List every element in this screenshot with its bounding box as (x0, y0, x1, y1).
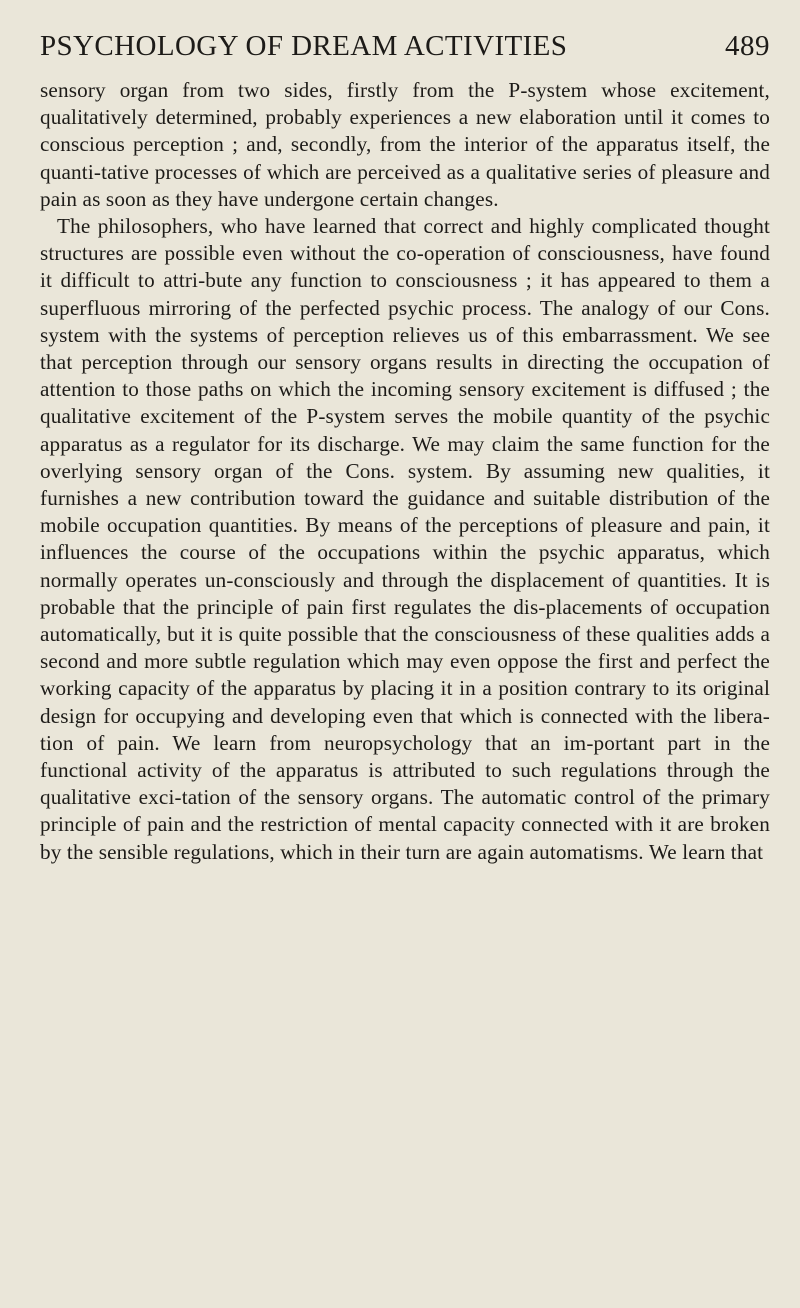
chapter-title: PSYCHOLOGY OF DREAM ACTIVITIES (40, 30, 568, 62)
paragraph: sensory organ from two sides, firstly from the P-system whose excitement, qualitatively determined, probably experiences a new elaboration until it comes to conscious perception ; and, secondly, from the interior of the apparatus itself, the quanti-tative processes of which are perceived as a qualitative series of pleasure and pain as soon as they have undergone certain changes. (40, 78, 770, 211)
paragraph: The philosophers, who have learned that correct and highly complicated thought structures are possible even without the co-operation of consciousness, have found it difficult to attri-bute any function to consciousness ; it has appeared to them a superfluous mirroring of the perfected psychic process. The analogy of our Cons. system with the systems of perception relieves us of this embarrassment. We see that perception through our sensory organs results in directing the occupation of attention to those paths on which the incoming sensory excitement is diffused ; the qualitative excitement of the P-system serves the mobile quantity of the psychic apparatus as a regulator for its discharge. We may claim the same function for the overlying sensory organ of the Cons. system. By assuming new qualities, it furnishes a new contribution toward the guidance and suitable distribution of the mobile occupation quantities. By means of the perceptions of pleasure and pain, it influences the course of the occupations within the psychic apparatus, which normally operates un-consciously and through the displacement of quantities. It is probable that the principle of pain first regulates the dis-placements of occupation automatically, but it is quite possible that the consciousness of these qualities adds a second and more subtle regulation which may even oppose the first and perfect the working capacity of the apparatus by placing it in a position contrary to its original design for occupying and developing even that which is connected with the libera-tion of pain. We learn from neuropsychology that an im-portant part in the functional activity of the apparatus is attributed to such regulations through the qualitative exci-tation of the sensory organs. The automatic control of the primary principle of pain and the restriction of mental capacity connected with it are broken by the sensible regulations, which in their turn are again automatisms. We learn that (40, 214, 770, 864)
body-text (40, 77, 770, 866)
page-number: 489 (725, 30, 770, 62)
running-head (40, 30, 770, 63)
